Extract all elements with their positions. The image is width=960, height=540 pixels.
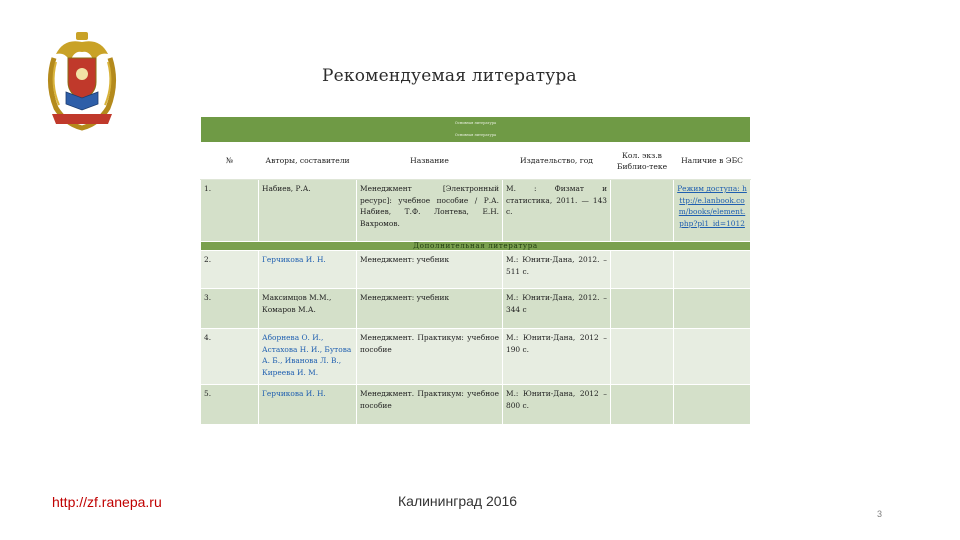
row-ebs (674, 385, 751, 425)
section-band (201, 242, 751, 251)
column-header: Название (357, 143, 503, 180)
row-number: 4. (201, 329, 259, 385)
section-label: Дополнительная литература (201, 242, 751, 251)
row-number: 3. (201, 289, 259, 329)
row-title: Менеджмент. Практикум: учебное пособие (357, 385, 503, 425)
column-header: № (201, 143, 259, 180)
row-ebs (674, 251, 751, 289)
row-publisher: М.: Юнити-Дана, 2012 – 190 с. (503, 329, 611, 385)
table-row (201, 251, 751, 289)
column-header: Издательство, год (503, 143, 611, 180)
row-publisher: М.: Юнити-Дана, 2012 – 800 с. (503, 385, 611, 425)
row-number: 5. (201, 385, 259, 425)
row-authors: Максимцов М.М., Комаров М.А. (259, 289, 357, 329)
slide-title: Рекомендуемая литература (322, 66, 577, 86)
row-authors: Набиев, Р.А. (259, 180, 357, 242)
column-header: Наличие в ЭБС (674, 143, 751, 180)
ebs-access-link[interactable]: Режим доступа: http://e.lanbook.com/books/element.php?pl1_id=1012 (677, 184, 747, 228)
row-copies (611, 329, 674, 385)
table-row (201, 289, 751, 329)
table-row (201, 329, 751, 385)
row-copies (611, 251, 674, 289)
row-ebs (674, 180, 751, 242)
footer-url-link[interactable]: http://zf.ranepa.ru (52, 494, 162, 510)
row-title: Менеджмент: учебник (357, 289, 503, 329)
row-number: 1. (201, 180, 259, 242)
row-authors: Герчикова И. Н. (259, 251, 357, 289)
row-copies (611, 180, 674, 242)
row-title: Менеджмент [Электронный ресурс]: учебное пособие / Р.А. Набиев, Т.Ф. Лонтева, Е.Н. Вахромов. (357, 180, 503, 242)
ranepa-emblem (44, 28, 120, 136)
table-row (201, 385, 751, 425)
table-header-row (201, 143, 751, 180)
column-header: Авторы, составители (259, 143, 357, 180)
row-publisher: М.: Юнити-Дана, 2012. – 344 с (503, 289, 611, 329)
row-publisher: М. : Физмат и статистика, 2011. — 143 с. (503, 180, 611, 242)
row-ebs (674, 329, 751, 385)
row-title: Менеджмент: учебник (357, 251, 503, 289)
column-header: Кол. экз.в Библио-теке (611, 143, 674, 180)
table-tiny-heading: Основная литература Основная литература (201, 117, 751, 143)
row-ebs (674, 289, 751, 329)
page-number: 3 (877, 509, 883, 519)
row-authors: Герчикова И. Н. (259, 385, 357, 425)
row-number: 2. (201, 251, 259, 289)
row-copies (611, 289, 674, 329)
row-authors: Аборнева О. И., Астахова Н. И., Бутова А. Б., Иванова Л. В., Киреева И. М. (259, 329, 357, 385)
row-publisher: М.: Юнити-Дана, 2012. – 511 с. (503, 251, 611, 289)
footer-city-year: Калининград 2016 (398, 493, 518, 509)
row-title: Менеджмент. Практикум: учебное пособие (357, 329, 503, 385)
row-copies (611, 385, 674, 425)
table-row (201, 180, 751, 242)
literature-table (200, 116, 751, 425)
